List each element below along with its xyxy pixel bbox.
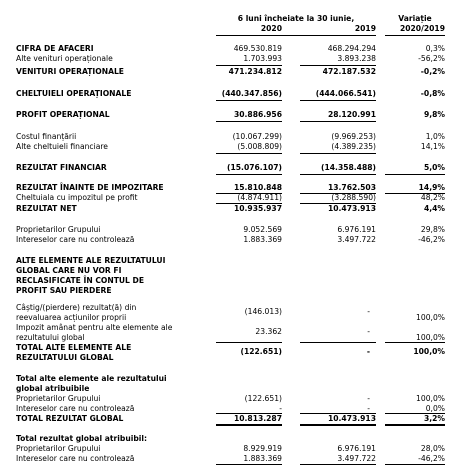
row-divider <box>300 100 376 101</box>
value-2019: - <box>367 394 370 403</box>
row-label: Intereselor care nu controlează <box>16 235 135 244</box>
value-2020: 10.813.287 <box>233 414 282 423</box>
value-2020: 10.935.937 <box>233 204 282 213</box>
value-2020: (440.347.856) <box>221 89 282 98</box>
value-2020: (5.008.809) <box>237 142 282 151</box>
variation-value: 100,0% <box>416 394 445 403</box>
variation-value: 1,0% <box>425 132 445 141</box>
variation-value: 28,0% <box>420 444 445 453</box>
value-2020: (10.067.299) <box>232 132 282 141</box>
row-divider <box>385 424 445 426</box>
section-heading: RECLASIFICATE ÎN CONTUL DE <box>16 276 145 285</box>
row-label: Proprietarilor Grupului <box>16 225 101 234</box>
variation-value: 14,1% <box>420 142 445 151</box>
value-2019: 13.762.503 <box>327 183 376 192</box>
value-2019: 3.497.722 <box>337 454 376 463</box>
row-label: Impozit amânat pentru alte elemente ale <box>16 323 173 332</box>
value-2020: 1.883.369 <box>243 454 282 463</box>
value-2019: 3.893.238 <box>337 54 376 63</box>
value-2020: 23.362 <box>255 327 282 336</box>
row-divider <box>385 174 445 175</box>
row-label: CHELTUIELI OPERAȚIONALE <box>16 89 132 98</box>
variation-value: 9,8% <box>423 110 445 119</box>
value-2019: 6.976.191 <box>337 225 376 234</box>
value-2020: (122.651) <box>240 347 282 356</box>
section-heading: GLOBAL CARE NU VOR FI <box>16 266 122 275</box>
value-2019: - <box>366 347 370 356</box>
variation-value: 5,0% <box>423 163 445 172</box>
row-label: REZULTAT FINANCIAR <box>16 163 107 172</box>
value-2019: (9.969.253) <box>331 132 376 141</box>
variation-value: 3,2% <box>423 414 445 423</box>
row-divider <box>300 65 376 66</box>
value-2020: (146.013) <box>244 307 282 316</box>
value-2019: 468.294.294 <box>327 44 376 53</box>
value-2020: (15.076.107) <box>227 163 282 172</box>
row-divider <box>300 174 376 175</box>
header-divider <box>216 35 376 36</box>
variation-value: 0,3% <box>425 44 445 53</box>
variation-value: -46,2% <box>418 454 445 463</box>
value-2019: 6.976.191 <box>337 444 376 453</box>
row-divider <box>216 153 282 154</box>
row-label: rezultatului global <box>16 333 85 342</box>
row-label: TOTAL REZULTAT GLOBAL <box>16 414 124 423</box>
value-2020: 8.929.919 <box>243 444 282 453</box>
value-2020: (4.874.911) <box>237 193 282 202</box>
row-divider <box>216 121 282 122</box>
variation-value: 14,9% <box>418 183 445 192</box>
value-2019: (444.066.541) <box>315 89 376 98</box>
variation-value: -0,2% <box>420 67 445 76</box>
row-label: reevaluarea acțiunilor proprii <box>16 313 127 322</box>
value-2019: 472.187.532 <box>322 67 376 76</box>
row-divider <box>216 464 282 465</box>
row-label: REZULTATULUI GLOBAL <box>16 353 114 362</box>
row-divider <box>216 424 282 426</box>
section-heading: Total rezultat global atribuibil: <box>16 434 148 443</box>
value-2019: 28.120.991 <box>327 110 376 119</box>
row-label: Alte cheltuieli financiare <box>16 142 108 151</box>
variation-value: -56,2% <box>418 54 445 63</box>
variation-value: 100,0% <box>416 333 445 342</box>
value-2019: (3.288.590) <box>331 193 376 202</box>
value-2020: (122.651) <box>244 394 282 403</box>
value-2019: - <box>367 404 370 413</box>
row-label: Intereselor care nu controlează <box>16 404 135 413</box>
row-label: Proprietarilor Grupului <box>16 394 101 403</box>
value-2020: 1.703.993 <box>243 54 282 63</box>
row-label: REZULTAT NET <box>16 204 77 213</box>
row-divider <box>300 464 376 465</box>
variation-value: 29,8% <box>420 225 445 234</box>
variation-years-header: 2020/2019 <box>399 24 445 33</box>
variation-value: 48,2% <box>420 193 445 202</box>
row-label: Alte venituri operaționale <box>16 54 113 63</box>
value-2020: 15.810.848 <box>233 183 282 192</box>
row-label: CIFRA DE AFACERI <box>16 44 94 53</box>
value-2020: 30.886.956 <box>233 110 282 119</box>
row-divider <box>300 153 376 154</box>
value-2020: 469.530.819 <box>233 44 282 53</box>
year-2019-header: 2019 <box>354 24 376 33</box>
row-label: TOTAL ALTE ELEMENTE ALE <box>16 343 132 352</box>
variation-value: 100,0% <box>416 313 445 322</box>
row-label: Costul finanțării <box>16 132 77 141</box>
value-2019: (4.389.235) <box>331 142 376 151</box>
value-2020: 9.052.569 <box>243 225 282 234</box>
row-label: Intereselor care nu controlează <box>16 454 135 463</box>
row-divider <box>300 121 376 122</box>
section-heading: PROFIT SAU PIERDERE <box>16 286 112 295</box>
section-heading: Total alte elemente ale rezultatului <box>16 374 167 383</box>
row-divider <box>385 342 445 343</box>
section-heading: ALTE ELEMENTE ALE REZULTATULUI <box>16 256 166 265</box>
section-heading: global atribuibile <box>16 384 90 393</box>
row-label: VENITURI OPERAȚIONALE <box>16 67 124 76</box>
value-2019: 10.473.913 <box>327 414 376 423</box>
row-divider <box>216 100 282 101</box>
value-2019: 3.497.722 <box>337 235 376 244</box>
variation-header: Variație <box>398 14 432 23</box>
variation-value: 100,0% <box>413 347 445 356</box>
value-2019: - <box>367 327 370 336</box>
value-2019: 10.473.913 <box>327 204 376 213</box>
value-2020: 471.234.812 <box>228 67 282 76</box>
row-label: Proprietarilor Grupului <box>16 444 101 453</box>
row-divider <box>216 174 282 175</box>
row-label: Câștig/(pierdere) rezultat(ă) din <box>16 303 137 312</box>
row-label: PROFIT OPERAȚIONAL <box>16 110 110 119</box>
row-divider <box>216 65 282 66</box>
value-2020: 1.883.369 <box>243 235 282 244</box>
value-2020: - <box>279 404 282 413</box>
period-header: 6 luni încheiate la 30 iunie, <box>237 14 355 23</box>
value-2019: - <box>367 307 370 316</box>
variation-value: -0,8% <box>420 89 445 98</box>
variation-value: -46,2% <box>418 235 445 244</box>
variation-value: 4,4% <box>423 204 445 213</box>
row-divider <box>385 464 445 465</box>
row-label: REZULTAT ÎNAINTE DE IMPOZITARE <box>16 183 164 192</box>
value-2019: (14.358.488) <box>321 163 376 172</box>
row-divider <box>300 424 376 426</box>
variation-value: 0,0% <box>425 404 445 413</box>
row-divider <box>216 342 282 343</box>
header-divider <box>385 35 445 36</box>
row-divider <box>300 342 376 343</box>
year-2020-header: 2020 <box>260 24 282 33</box>
row-label: Cheltuiala cu impozitul pe profit <box>16 193 138 202</box>
